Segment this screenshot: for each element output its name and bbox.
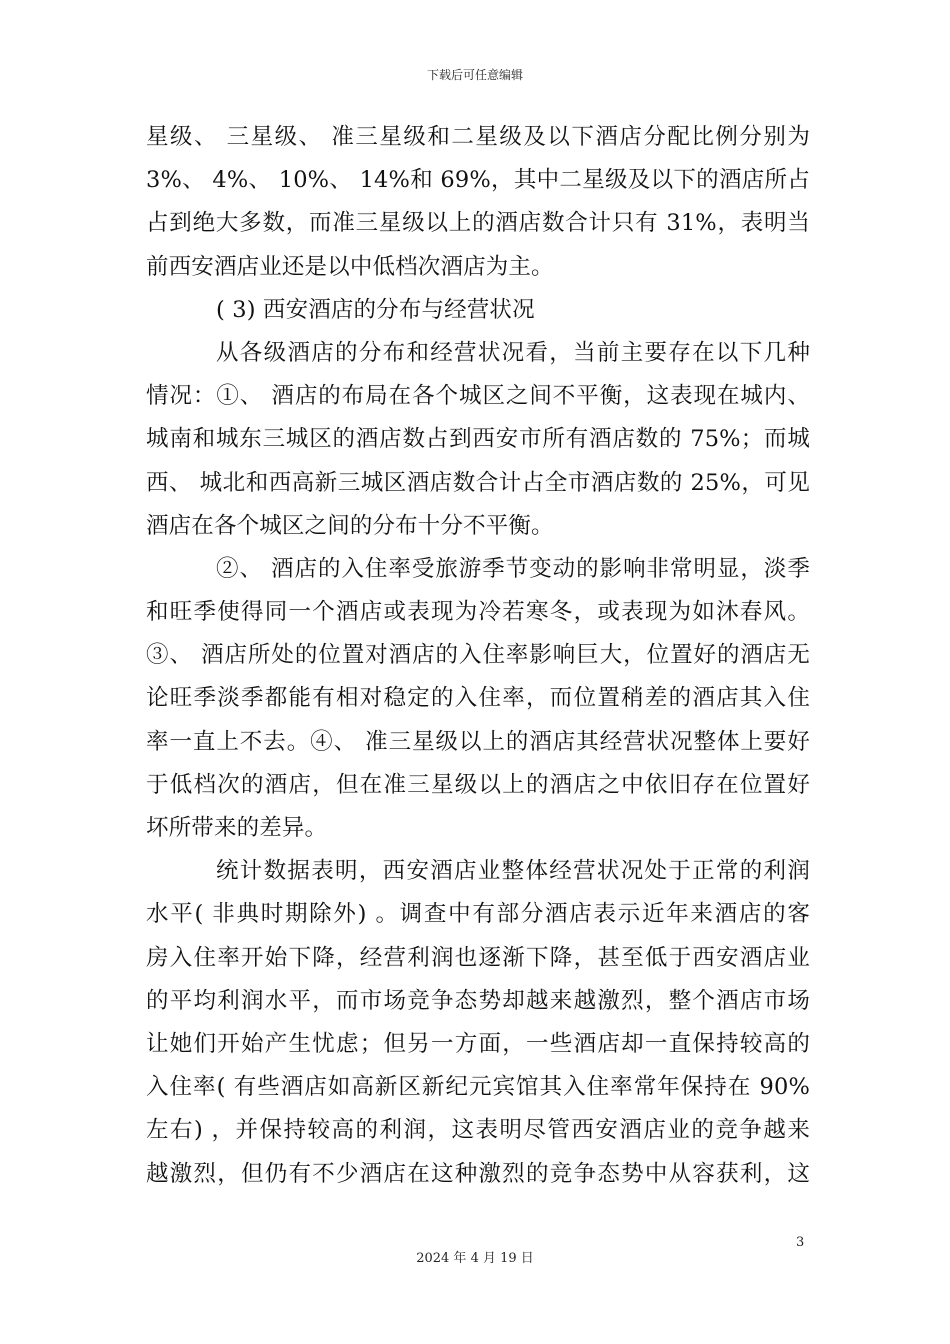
text-line: 从各级酒店的分布和经营状况看，当前主要存在以下几种: [216, 339, 810, 366]
text-line: 统计数据表明，西安酒店业整体经营状况处于正常的利润: [216, 858, 810, 885]
text-line: 前西安酒店业还是以中低档次酒店为主。: [146, 253, 554, 280]
text-line: 西、 城北和西高新三城区酒店数合计占全市酒店数的 25%，可见: [146, 469, 810, 496]
text-line: 和旺季使得同一个酒店或表现为冷若寒冬，或表现为如沐春风。: [146, 599, 810, 626]
text-line: 城南和城东三城区的酒店数占到西安市所有酒店数的 75%；而城: [146, 426, 810, 453]
page-footer-date: 2024 年 4 月 19 日: [416, 1251, 534, 1266]
text-line: 坏所带来的差异。: [146, 815, 328, 841]
text-line: 入住率( 有些酒店如高新区新纪元宾馆其入住率常年保持在 90%: [146, 1074, 810, 1101]
page-number: 3: [796, 1235, 805, 1250]
text-line: 左右) ，并保持较高的利润，这表明尽管西安酒店业的竞争越来: [146, 1117, 810, 1144]
text-line: ②、 酒店的入住率受旅游季节变动的影响非常明显，淡季: [216, 555, 810, 582]
text-line: 论旺季淡季都能有相对稳定的入住率，而位置稍差的酒店其入住: [146, 685, 810, 712]
text-line: 率一直上不去。④、 准三星级以上的酒店其经营状况整体上要好: [146, 728, 810, 755]
text-line: 3%、 4%、 10%、 14%和 69%，其中二星级及以下的酒店所占: [146, 167, 810, 194]
text-line: 于低档次的酒店，但在准三星级以上的酒店之中依旧存在位置好: [146, 771, 810, 798]
text-line: 让她们开始产生忧虑；但另一方面，一些酒店却一直保持较高的: [146, 1030, 810, 1057]
text-line: 的平均利润水平，而市场竞争态势却越来越激烈，整个酒店市场: [146, 987, 810, 1014]
text-line: 情况：①、 酒店的布局在各个城区之间不平衡，这表现在城内、: [146, 383, 810, 410]
text-line: 房入住率开始下降，经营利润也逐渐下降，甚至低于西安酒店业: [146, 944, 810, 971]
text-line: 星级、 三星级、 准三星级和二星级及以下酒店分配比例分别为: [146, 124, 810, 150]
text-line: ( 3) 西安酒店的分布与经营状况: [216, 296, 535, 323]
page-header: 下载后可任意编辑: [426, 68, 523, 82]
document-body: [146, 116, 810, 1196]
text-line: 占到绝大多数，而准三星级以上的酒店数合计只有 31%，表明当: [146, 210, 810, 237]
text-line: 越激烈，但仍有不少酒店在这种激烈的竞争态势中从容获利，这: [146, 1160, 810, 1187]
text-line: 酒店在各个城区之间的分布十分不平衡。: [146, 512, 554, 539]
text-line: 水平( 非典时期除外) 。调查中有部分酒店表示近年来酒店的客: [146, 901, 810, 928]
text-line: ③、 酒店所处的位置对酒店的入住率影响巨大，位置好的酒店无: [146, 642, 810, 669]
